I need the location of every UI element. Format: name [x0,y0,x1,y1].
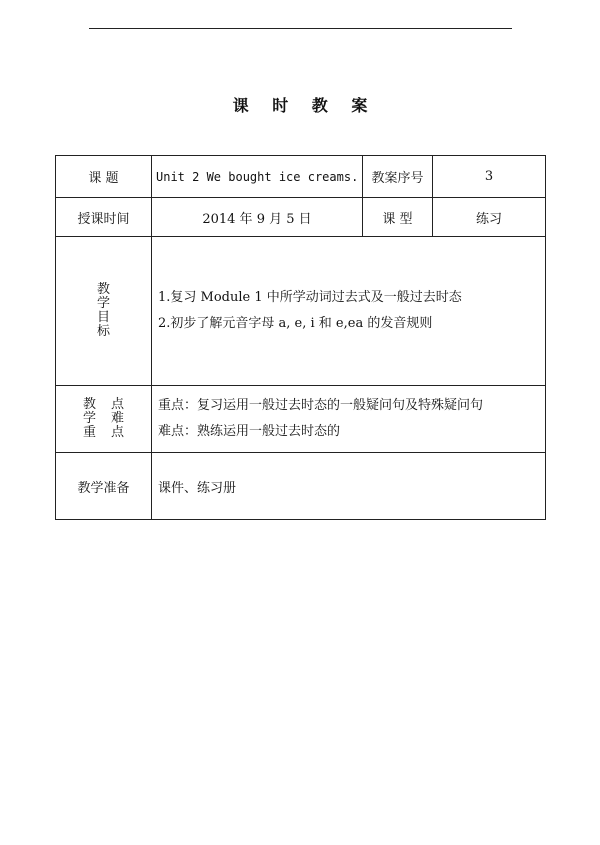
time-row [56,198,546,237]
focus-row [56,386,546,453]
time-label: 授课时间 [56,198,152,237]
subject-label: 课 题 [56,156,152,198]
subject-value: Unit 2 We bought ice creams. [152,156,363,198]
header-rule [89,28,512,29]
prep-row [56,453,546,520]
prep-value: 课件、练习册 [152,453,546,520]
subject-row [56,156,546,198]
time-value: 2014 年 9 月 5 日 [152,198,363,237]
page-title: 课 时 教 案 [232,96,377,115]
goals-content [152,237,546,386]
type-value: 练习 [433,198,546,237]
lesson-plan-table [55,155,546,520]
focus-label: 教 点 学 难 重 点 [56,386,152,453]
focus-content [152,386,546,453]
goal-item: 1.复习 Module 1 中所学动词过去式及一般过去时态 [158,290,462,305]
focus-item: 重点：复习运用一般过去时态的一般疑问句及特殊疑问句 [158,398,484,413]
type-label: 课 型 [363,198,433,237]
prep-label: 教学准备 [56,453,152,520]
goals-label: 教 学 目 标 [56,237,152,386]
serial-value: 3 [433,156,546,198]
goals-row [56,237,546,386]
serial-label: 教案序号 [363,156,433,198]
goal-item: 2.初步了解元音字母 a, e, i 和 e,ea 的发音规则 [158,316,433,331]
difficulty-item: 难点：熟练运用一般过去时态的 [158,424,341,439]
